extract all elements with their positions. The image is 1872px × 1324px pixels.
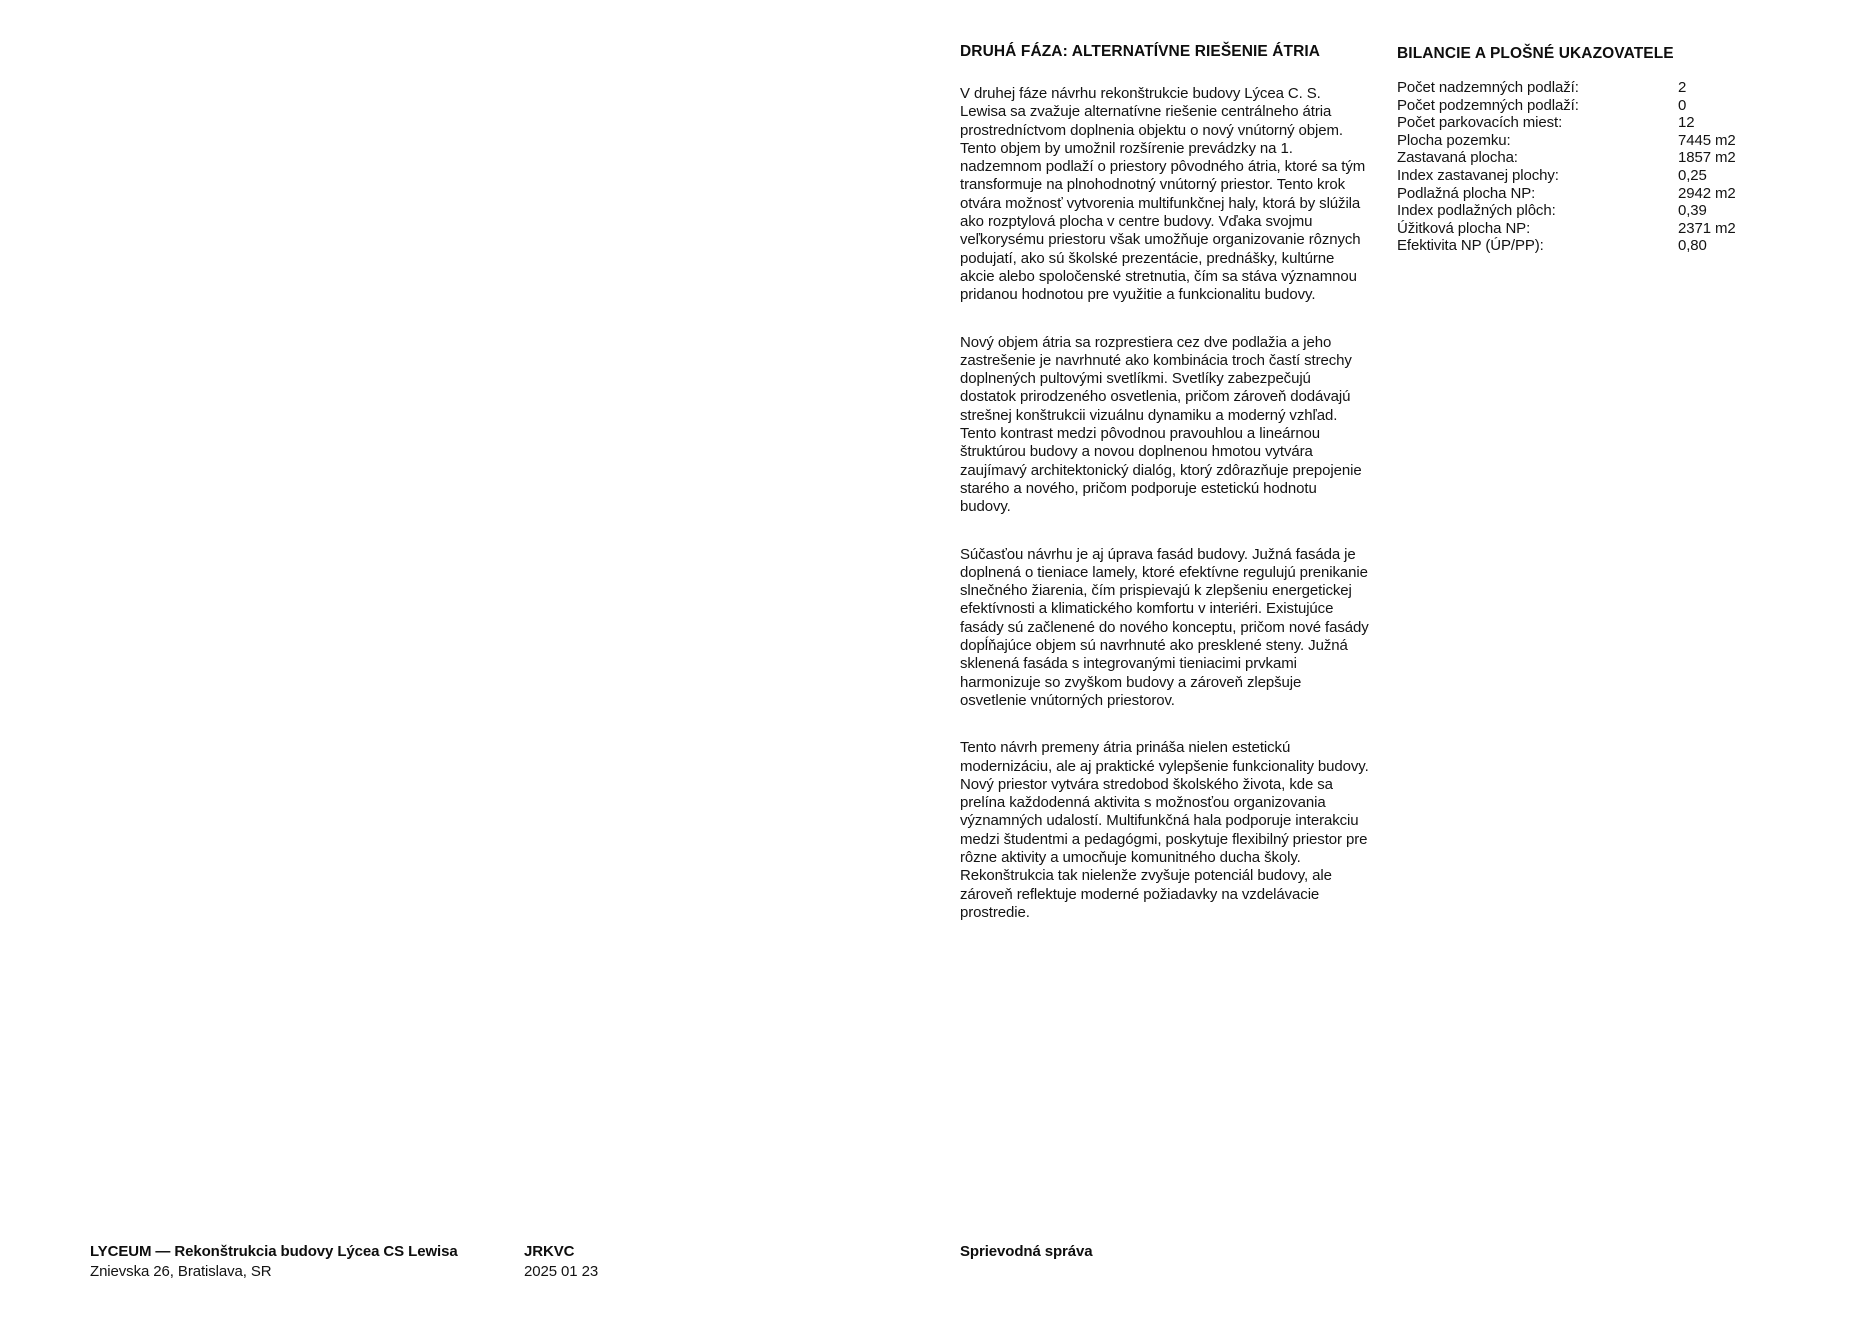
footer-date: 2025 01 23: [524, 1263, 599, 1280]
stat-label: Efektivita NP (ÚP/PP):: [1397, 237, 1544, 255]
stat-row: [1397, 79, 1762, 97]
stat-label: Počet podzemných podlaží:: [1397, 96, 1579, 114]
footer-project-title: LYCEUM — Rekonštrukcia budovy Lýcea CS Lewisa: [90, 1243, 458, 1260]
stat-value: 2371 m2: [1678, 219, 1736, 237]
stat-label: Úžitková plocha NP:: [1397, 219, 1531, 237]
balance-section: [1397, 45, 1762, 255]
report-paragraph: Súčasťou návrhu je aj úprava fasád budovy. Južná fasáda je doplnená o tieniace lamely, ktoré efektívne regulujú prenikanie slnečného žiarenia, čím prispievajú k zlepšeniu energetickej efektívnosti a klimatického komfortu v interiéri. Existujúce fasády sú začlenené do nového konceptu, pričom nové fasády dopĺňajúce objem sú navrhnuté ako presklené steny. Južná sklenená fasáda s integrovanými tieniacimi prvkami harmonizuje so zvyškom budovy a zároveň zlepšuje osvetlenie vnútorných priestorov.: [960, 545, 1369, 709]
stat-row: [1397, 132, 1762, 150]
stat-value: 2942 m2: [1678, 184, 1736, 202]
footer-doctype-block: [960, 1242, 1093, 1262]
stat-row: [1397, 114, 1762, 132]
footer-studio-block: [524, 1242, 598, 1282]
footer-studio-name: JRKVC: [524, 1243, 575, 1260]
stat-value: 0,80: [1678, 237, 1707, 255]
stat-value: 1857 m2: [1678, 149, 1736, 167]
footer-project-address: Znievska 26, Bratislava, SR: [90, 1263, 272, 1280]
stat-row: [1397, 202, 1762, 220]
balance-heading: BILANCIE A PLOŠNÉ UKAZOVATELE: [1397, 45, 1674, 62]
stat-row: [1397, 185, 1762, 203]
stat-value: 2: [1678, 79, 1687, 96]
report-heading: DRUHÁ FÁZA: ALTERNATÍVNE RIEŠENIE ÁTRIA: [960, 43, 1321, 60]
stat-label: Index zastavanej plochy:: [1397, 166, 1559, 184]
stat-row: [1397, 220, 1762, 238]
stat-label: Podlažná plocha NP:: [1397, 184, 1536, 202]
footer-project-block: [90, 1242, 458, 1282]
report-section: [960, 43, 1370, 951]
stat-row: [1397, 149, 1762, 167]
stat-value: 0,39: [1678, 202, 1707, 220]
stat-label: Index podlažných plôch:: [1397, 202, 1556, 220]
footer-document-type: Sprievodná správa: [960, 1243, 1093, 1260]
stat-row: [1397, 97, 1762, 115]
report-paragraph: Tento návrh premeny átria prináša nielen estetickú modernizáciu, ale aj praktické vylepšenie funkcionality budovy. Nový priestor vytvára stredobod školského života, kde sa prelína každodenná aktivita s možnosťou organizovania významných udalostí. Multifunkčná hala podporuje interakciu medzi študentmi a pedagógmi, poskytuje flexibilný priestor pre rôzne aktivity a umocňuje komunitného ducha školy. Rekonštrukcia tak nielenže zvyšuje potenciál budovy, ale zároveň reflektuje moderné požiadavky na vzdelávacie prostredie.: [960, 739, 1369, 921]
stat-label: Plocha pozemku:: [1397, 131, 1511, 149]
stat-label: Počet nadzemných podlaží:: [1397, 79, 1579, 96]
stat-value: 7445 m2: [1678, 131, 1736, 149]
stat-value: 0: [1678, 96, 1687, 114]
stat-row: [1397, 237, 1762, 255]
stat-value: 0,25: [1678, 166, 1707, 184]
stat-label: Zastavaná plocha:: [1397, 149, 1518, 167]
stat-label: Počet parkovacích miest:: [1397, 114, 1563, 132]
stat-row: [1397, 167, 1762, 185]
stat-value: 12: [1678, 114, 1695, 132]
report-paragraph: Nový objem átria sa rozprestiera cez dve podlažia a jeho zastrešenie je navrhnuté ako kombinácia troch častí strechy doplnených pultovými svetlíkmi. Svetlíky zabezpečujú dostatok prirodzeného osvetlenia, pričom zároveň dodávajú strešnej konštrukcii vizuálnu dynamiku a moderný vzhľad. Tento kontrast medzi pôvodnou pravouhlou a lineárnou štruktúrou budovy a novou doplnenou hmotou vytvára zaujímavý architektonický dialóg, ktorý zdôrazňuje prepojenie starého a nového, pričom podporuje estetickú hodnotu budovy.: [960, 333, 1362, 516]
report-paragraph: V druhej fáze návrhu rekonštrukcie budovy Lýcea C. S. Lewisa sa zvažuje alternatívne riešenie centrálneho átria prostredníctvom doplnenia objektu o nový vnútorný objem. Tento objem by umožnil rozšírenie prevádzky na 1. nadzemnom podlaží o priestory pôvodného átria, ktoré sa tým transformuje na plnohodnotný vnútorný priestor. Tento krok otvára možnosť vytvorenia multifunkčnej haly, ktorá by slúžila ako rozptylová plocha v centre budovy. Vďaka svojmu veľkorysému priestoru však umožňuje organizovanie rôznych podujatí, ako sú školské prezentácie, prednášky, kultúrne akcie alebo spoločenské stretnutia, čím sa stáva významnou pridanou hodnotou pre využitie a funkcionalitu budovy.: [960, 85, 1366, 304]
